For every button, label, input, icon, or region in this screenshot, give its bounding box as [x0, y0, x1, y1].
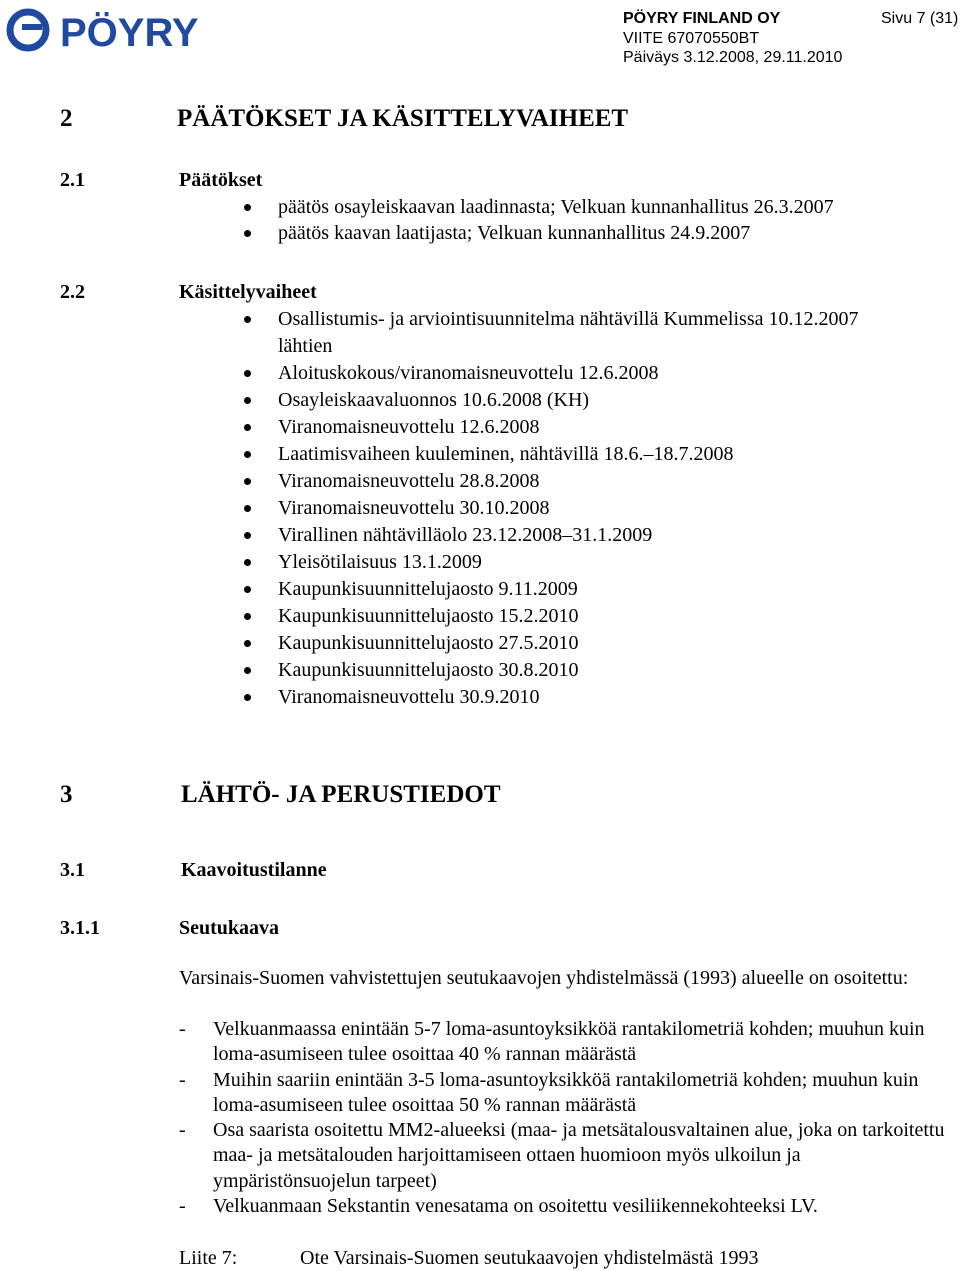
list-item: Viranomaisneuvottelu 28.8.2008 — [244, 468, 934, 495]
section-3-1-number: 3.1 — [60, 859, 85, 881]
section-2-1-number: 2.1 — [60, 169, 85, 191]
regional-plan-intro: Varsinais-Suomen vahvistettujen seutukaavojen yhdistelmässä (1993) alueelle on osoitettu: — [179, 967, 909, 989]
list-item: päätös osayleiskaavan laadinnasta; Velkuan kunnanhallitus 26.3.2007 — [244, 195, 834, 221]
list-item: - Velkuanmaan Sekstantin venesatama on osoitettu vesiliikennekohteeksi LV. — [179, 1194, 959, 1219]
company-name: PÖYRY FINLAND OY — [623, 10, 781, 27]
section-2-number: 2 — [60, 105, 73, 132]
section-3-1-title: Kaavoitustilanne — [181, 859, 327, 881]
logo-text: PÖYRY — [60, 11, 199, 54]
decisions-list — [244, 195, 834, 246]
list-item: Yleisötilaisuus 13.1.2009 — [244, 549, 934, 576]
section-2-2-title: Käsittelyvaiheet — [179, 281, 317, 303]
page-number: Sivu 7 (31) — [881, 10, 959, 27]
list-item: Kaupunkisuunnittelujaosto 27.5.2010 — [244, 630, 934, 657]
list-item: Virallinen nähtävilläolo 23.12.2008–31.1.2009 — [244, 522, 934, 549]
regional-plan-list — [179, 1017, 959, 1219]
list-item: Viranomaisneuvottelu 30.9.2010 — [244, 684, 934, 711]
appendix-label: Liite 7: — [179, 1247, 238, 1269]
section-2-title: PÄÄTÖKSET JA KÄSITTELYVAIHEET — [177, 105, 629, 132]
list-item: Viranomaisneuvottelu 30.10.2008 — [244, 495, 934, 522]
section-2-1-title: Päätökset — [179, 169, 263, 191]
list-item: - Muihin saariin enintään 3-5 loma-asuntoyksikköä rantakilometriä kohden; muuhun kuin loma-asumiseen tulee osoittaa 50 % rannan määrästä — [179, 1068, 959, 1119]
list-item: Osallistumis- ja arviointisuunnitelma nähtävillä Kummelissa 10.12.2007 lähtien — [244, 306, 934, 360]
section-3-number: 3 — [60, 781, 73, 808]
list-item: Kaupunkisuunnittelujaosto 9.11.2009 — [244, 576, 934, 603]
list-item: Osayleiskaavaluonnos 10.6.2008 (KH) — [244, 387, 934, 414]
list-item: Aloituskokous/viranomaisneuvottelu 12.6.2008 — [244, 360, 934, 387]
list-item: - Velkuanmaassa enintään 5-7 loma-asuntoyksikköä rantakilometriä kohden; muuhun kuin loma-asumiseen tulee osoittaa 40 % rannan määrästä — [179, 1017, 959, 1068]
list-item: päätös kaavan laatijasta; Velkuan kunnanhallitus 24.9.2007 — [244, 221, 834, 247]
section-3-1-1-title: Seutukaava — [179, 917, 280, 939]
section-2-2-number: 2.2 — [60, 281, 85, 303]
list-item: Kaupunkisuunnittelujaosto 15.2.2010 — [244, 603, 934, 630]
list-item: Viranomaisneuvottelu 12.6.2008 — [244, 414, 934, 441]
logo-bar-icon — [22, 24, 42, 30]
list-item: - Osa saarista osoitettu MM2-alueeksi (maa- ja metsätalousvaltainen alue, joka on tarkoitettu maa- ja metsätalouden harjoittamiseen ottaen huomioon myös ulkoilun ja ympäristönsuojelun tarpeet) — [179, 1118, 959, 1194]
appendix-text: Ote Varsinais-Suomen seutukaavojen yhdistelmästä 1993 — [300, 1247, 759, 1269]
poyry-logo — [6, 6, 246, 54]
list-item: Laatimisvaiheen kuuleminen, nähtävillä 18.6.–18.7.2008 — [244, 441, 934, 468]
section-3-title: LÄHTÖ- JA PERUSTIEDOT — [181, 781, 501, 808]
list-item: Kaupunkisuunnittelujaosto 30.8.2010 — [244, 657, 934, 684]
document-date: Päiväys 3.12.2008, 29.11.2010 — [623, 49, 843, 66]
section-3-1-1-number: 3.1.1 — [60, 917, 100, 939]
phases-list — [244, 306, 934, 711]
reference-number: VIITE 67070550BT — [623, 30, 760, 47]
